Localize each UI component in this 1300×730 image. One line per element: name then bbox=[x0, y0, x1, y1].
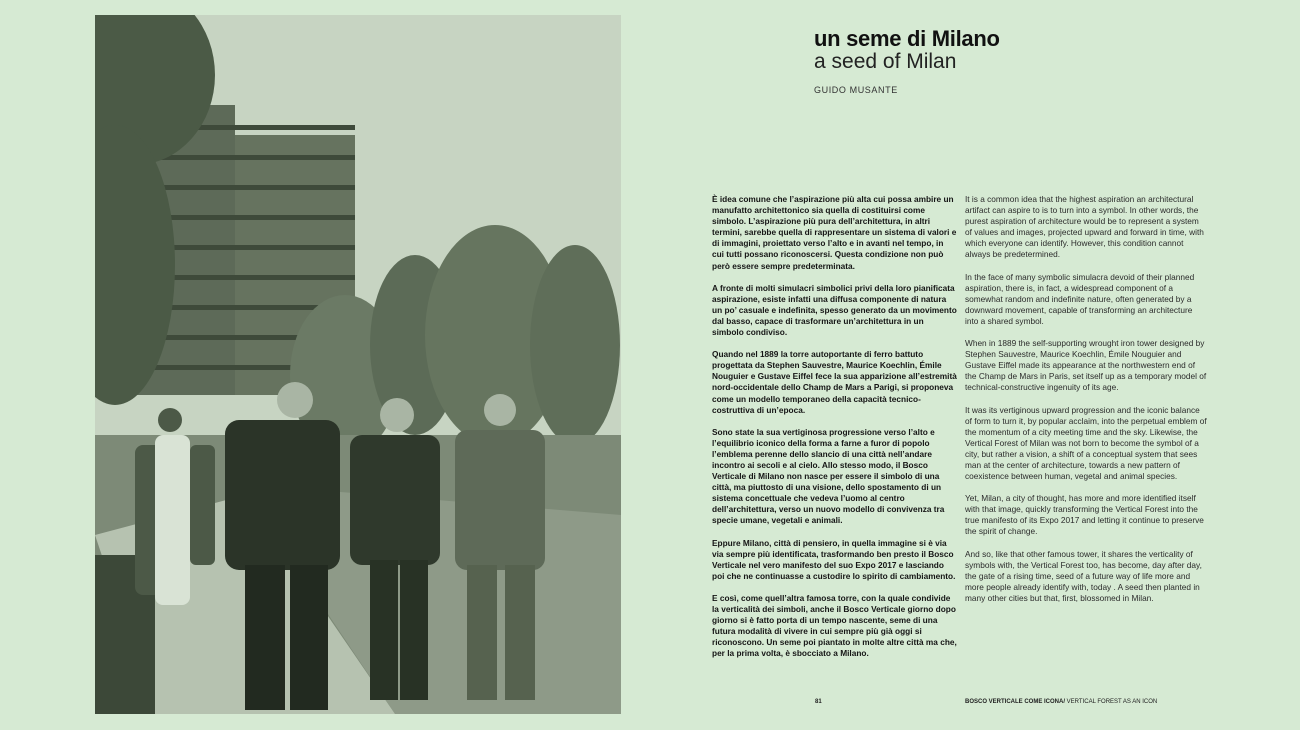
text-column-italian bbox=[712, 194, 957, 670]
paragraph-en: In the face of many symbolic simulacra devoid of their planned aspiration, there is, in fact, a widespread component of a somewhat random and indefinite nature, often generated by a downward movement, capable of transforming an architecture into a shared symbol. bbox=[965, 271, 1195, 326]
paragraph-it: È idea comune che l’aspirazione più alta cui possa ambire un manufatto architettonico sia quella di costituirsi come simbolo. L’aspirazione più pura dell’architettura, in altri termini, sarebbe quella di rappresentare un sistema di valori e di immagini, proiettato verso l’alto e in avanti nel tempo, in cui tutti possano riconoscersi. Questa condizione non può però essere sempre predeterminata. bbox=[712, 194, 957, 271]
title-english: a seed of Milan bbox=[814, 50, 957, 73]
photo-vertical-forest-walk bbox=[95, 15, 621, 714]
article-header bbox=[814, 27, 1194, 95]
running-footer-rest: VERTICAL FOREST AS AN ICON bbox=[1065, 699, 1158, 705]
page-number: 81 bbox=[815, 699, 822, 705]
paragraph-en: Yet, Milan, a city of thought, has more and more identified itself with that image, quickly transforming the Vertical Forest into the true manifesto of its Expo 2017 and letting it continue to preserve the spirit of change. bbox=[965, 493, 1204, 537]
paragraph-it: E così, come quell’altra famosa torre, con la quale condivide la verticalità dei simboli, anche il Bosco Verticale giorno dopo giorno si è fatto porta di un tempo nascente, seme di una futura modalità di vivere in cui sempre più già oggi si riconoscono. Un seme poi piantato in molte altre città ma che, per la prima volta, è sbocciato a Milano. bbox=[712, 592, 957, 659]
paragraph-en: And so, like that other famous tower, it shares the verticality of symbols with, the Vertical Forest too, has become, day after day, the gate of a rising time, seed of a future way of life more and more people already identify with, today . A seed then planted in many other cities but that, first, blossomed in Milan. bbox=[965, 548, 1202, 603]
paragraph-it: Sono state la sua vertiginosa progressione verso l’alto e l’equilibrio iconico della forma a farne a furor di popolo l’emblema perenne dello slancio di una città nell’andare incontro ai secoli e al cielo. Allo stesso modo, il Bosco Verticale di Milano non nasce per essere il simbolo di una città, ma piuttosto di una visione, dello spostamento di un sistema concettuale che vedeva l’uomo al centro dell’architettura, verso un nuovo modello di convivenza tra specie umane, vegetali e animali. bbox=[712, 426, 945, 526]
title-italian: un seme di Milano bbox=[814, 26, 1000, 51]
author-name: GUIDO MUSANTE bbox=[814, 85, 898, 95]
paragraph-en: It was its vertiginous upward progression and the iconic balance of form to turn it, by popular acclaim, into the perpetual emblem of the momentum of a city meeting time and the sky. Likewise, the Vertical Forest of Milan was not born to become the symbol of a city, but rather a vision, a shift of a conceptual system that sees man at the center of architecture, towards a new pattern of coexistence between human, vegetal and animal species. bbox=[965, 404, 1207, 482]
paragraph-it: Eppure Milano, città di pensiero, in quella immagine si è via via sempre più identificata, trasformando ben presto il Bosco Verticale nel vero manifesto del suo Expo 2017 e lasciando poi che ne continuasse a custodire lo spirito di cambiamento. bbox=[712, 537, 956, 581]
text-column-english bbox=[965, 194, 1208, 615]
paragraph-en: When in 1889 the self-supporting wrought iron tower designed by Stephen Sauvestre, Maurice Koechlin, Émile Nouguier and Gustave Eiffel made its appearance at the northwestern end of the Champ de Mars in Paris, set itself up as a temporary model of technical-constructive ingenuity of its age. bbox=[965, 338, 1207, 393]
running-footer bbox=[965, 699, 1157, 705]
running-footer-bold: BOSCO VERTICALE COME ICONA/ bbox=[965, 699, 1066, 705]
photo-illustration bbox=[95, 15, 621, 714]
paragraph-it: A fronte di molti simulacri simbolici privi della loro pianificata aspirazione, esiste infatti una diffusa componente di natura un po’ casuale e indefinita, spesso generato da un movimento dal basso, capace di trasformare un’architettura in un simbolo condiviso. bbox=[712, 282, 957, 338]
paragraph-it: Quando nel 1889 la torre autoportante di ferro battuto progettata da Stephen Sauvestre, Maurice Koechlin, Émile Nouguier e Gustave Eiffel fece la sua apparizione all’estremità nord-occidentale dello Champ de Mars a Parigi, si proponeva come un modello temporaneo della capacità tecnico-costruttiva di un’epoca. bbox=[712, 349, 957, 415]
paragraph-en: It is a common idea that the highest aspiration an architectural artifact can aspire to is to turn into a symbol. In other words, the purest aspiration of architecture would be to represent a system of values and images, projected upward and forward in time, with which everyone can identify. However, this condition cannot always be predetermined. bbox=[965, 194, 1204, 260]
